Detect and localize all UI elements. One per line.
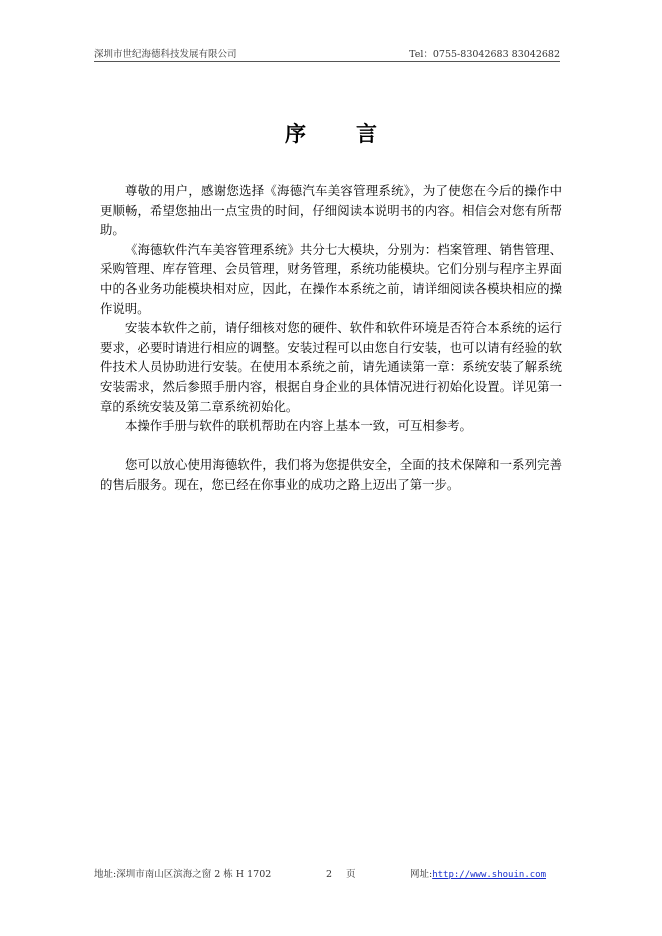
page-header <box>94 46 560 60</box>
footer-address: 地址:深圳市南山区滨海之窗 2 栋 H 1702 <box>94 869 272 880</box>
footer-website <box>410 866 546 880</box>
paragraph-help-reference: 本操作手册与软件的联机帮助在内容上基本一致，可互相参考。 <box>125 418 472 434</box>
page-number: 2 <box>326 869 333 880</box>
header-telephone: Tel：0755-83042683 83042682 <box>409 49 560 60</box>
header-company-name: 深圳市世纪海德科技发展有限公司 <box>94 49 237 60</box>
page-title: 序言 <box>285 122 427 146</box>
page-footer <box>94 866 560 880</box>
page-label: 页 <box>346 869 356 880</box>
paragraph-closing: 您可以放心使用海德软件，我们将为您提供安全，全面的技术保障和一系列完善的售后服务。现在，您已经在你事业的成功之路上迈出了第一步。 <box>100 457 562 492</box>
header-divider <box>94 61 560 62</box>
website-label: 网址: <box>410 869 433 880</box>
preface-body <box>100 181 562 495</box>
website-link[interactable]: http://www.shouin.com <box>432 870 546 880</box>
footer-page-number <box>326 866 356 880</box>
paragraph-modules: 《海德软件汽车美容管理系统》共分七大模块，分别为：档案管理、销售管理、采购管理、库存管理、会员管理，财务管理，系统功能模块。它们分别与程序主界面中的各业务功能模块相对应，因此，在操作本系统之前，请详细阅读各模块相应的操作说明。 <box>100 241 562 316</box>
paragraph-installation: 安装本软件之前，请仔细核对您的硬件、软件和软件环境是否符合本系统的运行要求，必要时请进行相应的调整。安装过程可以由您自行安装，也可以请有经验的软件技术人员协助进行安装。在使用本系统之前，请先通读第一章：系统安装了解系统安装需求，然后参照手册内容，根据自身企业的具体情况进行初始化设置。详见第一章的系统安装及第二章系统初始化。 <box>100 320 562 414</box>
paragraph-greeting: 尊敬的用户，感谢您选择《海德汽车美容管理系统》，为了使您在今后的操作中更顺畅，希望您抽出一点宝贵的时间，仔细阅读本说明书的内容。相信会对您有所帮助。 <box>100 183 562 238</box>
